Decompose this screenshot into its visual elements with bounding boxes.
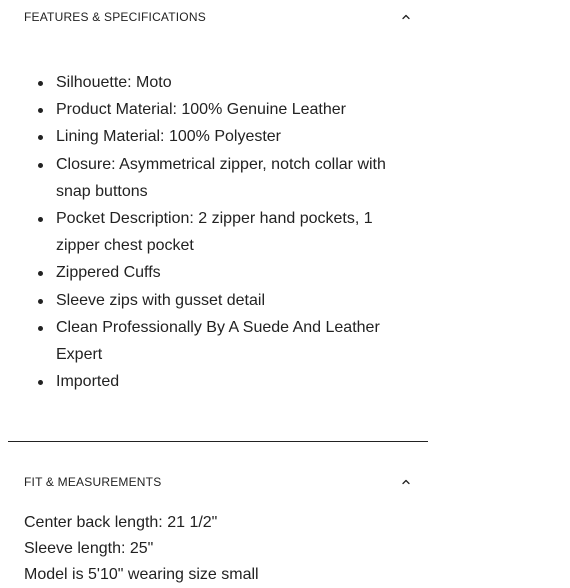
bullet — [38, 217, 43, 222]
list-item: Sleeve zips with gusset detail — [8, 287, 428, 314]
list-item: Clean Professionally By A Suede And Leather Expert — [8, 314, 428, 368]
fit-line: Center back length: 21 1/2" — [24, 514, 218, 531]
fit-section-header[interactable] — [8, 465, 428, 499]
bullet — [38, 163, 43, 168]
fit-measurements-body — [24, 510, 259, 588]
bullet — [38, 299, 43, 304]
bullet — [38, 326, 43, 331]
bullet — [38, 135, 43, 140]
fit-line: Model is 5'10" wearing size small — [24, 566, 259, 583]
chevron-up-icon[interactable] — [400, 476, 412, 488]
chevron-up-icon[interactable] — [400, 11, 412, 23]
section-divider — [8, 441, 428, 442]
bullet — [38, 81, 43, 86]
list-item: Zippered Cuffs — [8, 259, 428, 286]
list-item: Product Material: 100% Genuine Leather — [8, 96, 428, 123]
bullet — [38, 380, 43, 385]
features-list — [8, 69, 428, 395]
list-item: Closure: Asymmetrical zipper, notch collar with snap buttons — [8, 151, 428, 205]
list-item: Lining Material: 100% Polyester — [8, 123, 428, 150]
features-section-header[interactable] — [8, 0, 428, 34]
bullet — [38, 271, 43, 276]
product-details-accordion — [8, 0, 428, 583]
list-item: Silhouette: Moto — [8, 69, 428, 96]
list-item: Pocket Description: 2 zipper hand pockets, 1 zipper chest pocket — [8, 205, 428, 259]
bullet — [38, 108, 43, 113]
list-item: Imported — [8, 368, 428, 395]
fit-line: Sleeve length: 25" — [24, 540, 154, 557]
features-section-title: FEATURES & SPECIFICATIONS — [24, 10, 206, 24]
fit-section-title: FIT & MEASUREMENTS — [24, 475, 162, 489]
